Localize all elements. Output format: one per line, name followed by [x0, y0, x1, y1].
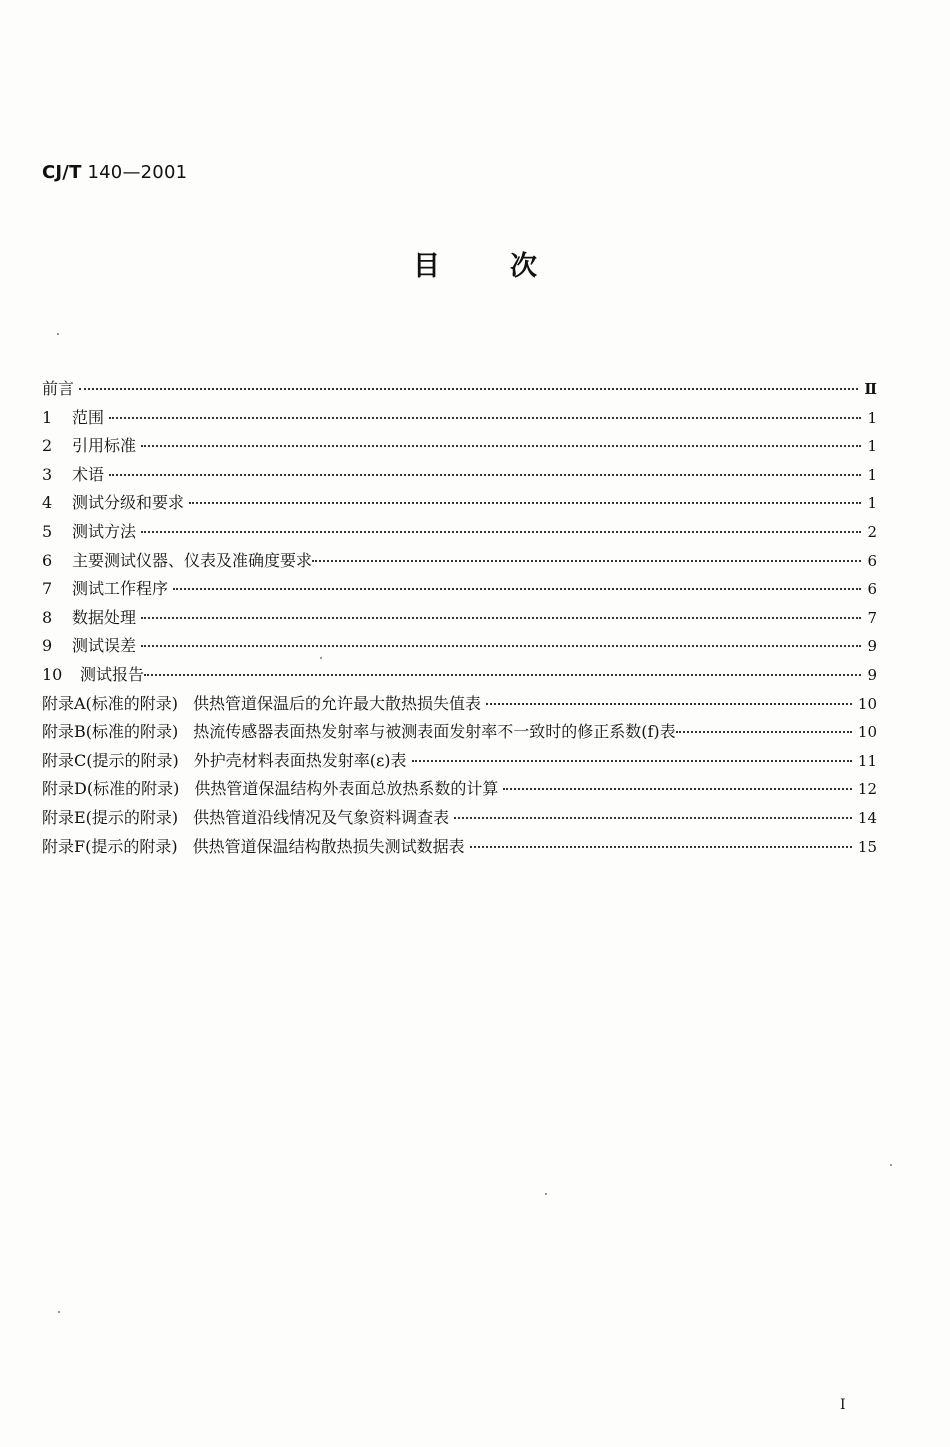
toc-appendix-label: 附录C(提示的附录) [42, 750, 179, 770]
toc-leader [486, 703, 852, 705]
toc-appendix-label: 附录B(标准的附录) [42, 722, 179, 742]
toc-page-number: 1 [867, 408, 877, 427]
toc-leader [470, 846, 852, 848]
toc-leader [312, 560, 861, 562]
toc-section-number: 5 [42, 521, 53, 541]
toc-page-number: Ⅱ [864, 380, 877, 398]
toc-entry-appendix-a[interactable] [42, 691, 877, 720]
toc-page-number: 1 [867, 465, 877, 484]
toc-page-number: 12 [857, 780, 877, 799]
toc-label: 外护壳材料表面热发射率(ε)表 [193, 750, 407, 770]
toc-page-number: 1 [867, 494, 877, 513]
toc-appendix-label: 附录E(提示的附录) [42, 807, 179, 827]
toc-page-number: 9 [867, 665, 877, 684]
toc-entry-section-3[interactable] [42, 462, 877, 491]
toc-label: 测试分级和要求 [72, 493, 185, 513]
toc-label: 引用标准 [72, 436, 137, 456]
toc-appendix-label: 附录F(提示的附录) [42, 836, 178, 856]
scan-speck [57, 333, 59, 335]
toc-section-number: 3 [42, 464, 53, 484]
toc-leader [109, 474, 861, 476]
toc-page-number: 10 [857, 694, 877, 713]
toc-page-number: 15 [857, 837, 877, 856]
standard-code-prefix: CJ/T [42, 162, 82, 183]
toc-leader [173, 588, 861, 590]
toc-label: 测试误差 [72, 636, 137, 656]
toc-section-number: 4 [42, 493, 53, 513]
toc-leader [79, 388, 858, 390]
toc-appendix-label: 附录D(标准的附录) [42, 779, 180, 799]
toc-section-number: 8 [42, 607, 53, 627]
toc-label: 范围 [72, 407, 105, 427]
toc-entry-preface[interactable] [42, 376, 877, 405]
toc-page-number: 2 [867, 522, 877, 541]
toc-leader [454, 817, 852, 819]
toc-leader [676, 731, 852, 733]
toc-page-number: 14 [857, 808, 877, 827]
toc-label: 热流传感器表面热发射率与被测表面发射率不一致时的修正系数(f)表 [193, 722, 676, 742]
standard-code-number: 140—2001 [87, 162, 188, 183]
scan-speck [545, 1193, 547, 1195]
toc-label: 数据处理 [72, 607, 137, 627]
scan-speck [58, 1311, 60, 1313]
toc-entry-section-6[interactable] [42, 548, 877, 577]
toc-leader [141, 531, 861, 533]
toc-page-number: 6 [867, 580, 877, 599]
toc-page-number: 9 [867, 637, 877, 656]
scan-speck [320, 657, 322, 659]
page-number: I [840, 1397, 846, 1413]
toc-leader [141, 445, 861, 447]
scan-speck [890, 1164, 892, 1166]
toc-entry-section-1[interactable] [42, 405, 877, 434]
toc-leader [109, 417, 861, 419]
toc-section-number: 6 [42, 550, 53, 570]
toc-entry-appendix-d[interactable] [42, 776, 877, 805]
toc-label: 测试方法 [72, 521, 137, 541]
standard-code [42, 162, 187, 183]
toc-section-number: 1 [42, 407, 53, 427]
toc-label: 供热管道保温结构散热损失测试数据表 [192, 836, 465, 856]
toc-page-number: 11 [857, 751, 877, 770]
toc-entry-section-7[interactable] [42, 576, 877, 605]
toc-entry-appendix-b[interactable] [42, 719, 877, 748]
toc-section-number: 9 [42, 636, 53, 656]
toc-entry-appendix-e[interactable] [42, 805, 877, 834]
toc-page-number: 7 [867, 608, 877, 627]
toc-leader [412, 760, 852, 762]
toc-entry-appendix-c[interactable] [42, 748, 877, 777]
toc-section-number: 7 [42, 579, 53, 599]
toc-leader [189, 502, 861, 504]
toc-section-number: 10 [42, 664, 63, 684]
toc-leader [503, 788, 852, 790]
toc-entry-section-2[interactable] [42, 433, 877, 462]
toc-label: 供热管道保温结构外表面总放热系数的计算 [194, 779, 499, 799]
toc-appendix-label: 附录A(标准的附录) [42, 693, 179, 713]
toc-entry-appendix-f[interactable] [42, 834, 877, 863]
toc-entry-section-5[interactable] [42, 519, 877, 548]
toc-leader [141, 645, 861, 647]
toc-entry-section-10[interactable] [42, 662, 877, 691]
toc-label: 术语 [72, 464, 105, 484]
table-of-contents [42, 376, 877, 862]
toc-entry-section-8[interactable] [42, 605, 877, 634]
toc-leader [141, 617, 861, 619]
toc-label: 供热管道保温后的允许最大散热损失值表 [193, 693, 482, 713]
toc-page-number: 1 [867, 437, 877, 456]
toc-label: 前言 [42, 379, 75, 398]
toc-entry-section-4[interactable] [42, 490, 877, 519]
toc-label: 测试工作程序 [72, 579, 169, 599]
page-title: 目次 [413, 251, 607, 282]
toc-label: 测试报告 [80, 664, 145, 684]
toc-entry-section-9[interactable] [42, 633, 877, 662]
toc-leader [144, 674, 861, 676]
toc-section-number: 2 [42, 436, 53, 456]
toc-label: 供热管道沿线情况及气象资料调查表 [193, 807, 450, 827]
toc-label: 主要测试仪器、仪表及准确度要求 [72, 550, 313, 570]
toc-page-number: 10 [857, 723, 877, 742]
toc-page-number: 6 [867, 551, 877, 570]
